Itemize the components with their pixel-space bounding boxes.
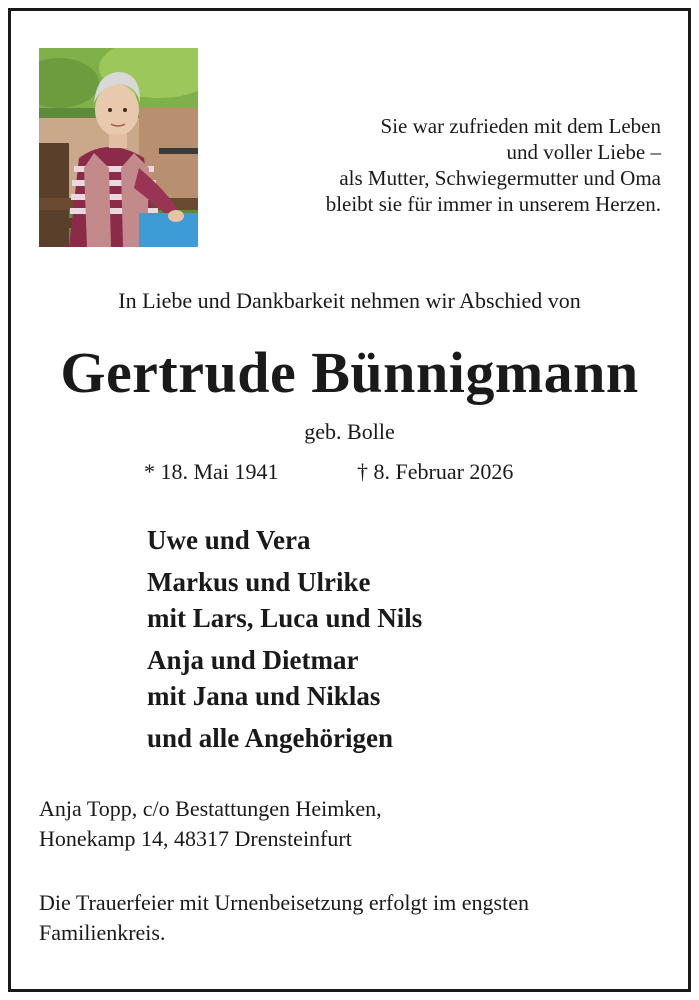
- mourner-line: mit Jana und Niklas: [147, 681, 381, 711]
- contact-address: [39, 794, 382, 854]
- quote-line: bleibt sie für immer in unserem Herzen.: [325, 192, 661, 216]
- ceremony-line: Familienkreis.: [39, 920, 166, 945]
- mourner-group: [147, 642, 422, 714]
- mourner-line: mit Lars, Luca und Nils: [147, 603, 423, 633]
- portrait-photo: [39, 48, 198, 247]
- farewell-intro: In Liebe und Dankbarkeit nehmen wir Abschied von: [118, 288, 581, 313]
- quote-line: und voller Liebe –: [506, 140, 661, 164]
- memorial-quote: [241, 113, 661, 217]
- mourner-line: Markus und Ulrike: [147, 567, 371, 597]
- birth-date: * 18. Mai 1941: [144, 459, 279, 484]
- mourner-line: Anja und Dietmar: [147, 645, 359, 675]
- mourner-group: [147, 522, 422, 558]
- quote-line: Sie war zufrieden mit dem Leben: [380, 114, 661, 138]
- quote-line: als Mutter, Schwiegermutter und Oma: [339, 166, 661, 190]
- mourner-line: und alle Angehörigen: [147, 723, 394, 753]
- death-date: † 8. Februar 2026: [357, 459, 514, 484]
- address-line: Anja Topp, c/o Bestattungen Heimken,: [39, 796, 382, 821]
- ceremony-notice: [39, 888, 529, 948]
- maiden-name: geb. Bolle: [304, 419, 395, 444]
- deceased-name: Gertrude Bünnigmann: [60, 340, 639, 405]
- portrait-photo-icon: [39, 48, 198, 247]
- ceremony-line: Die Trauerfeier mit Urnenbeisetzung erfolgt im engsten: [39, 890, 529, 915]
- mourner-group: [147, 720, 422, 756]
- address-line: Honekamp 14, 48317 Drensteinfurt: [39, 826, 352, 851]
- mourners-list: [147, 522, 422, 762]
- mourner-group: [147, 564, 422, 636]
- mourner-line: Uwe und Vera: [147, 525, 311, 555]
